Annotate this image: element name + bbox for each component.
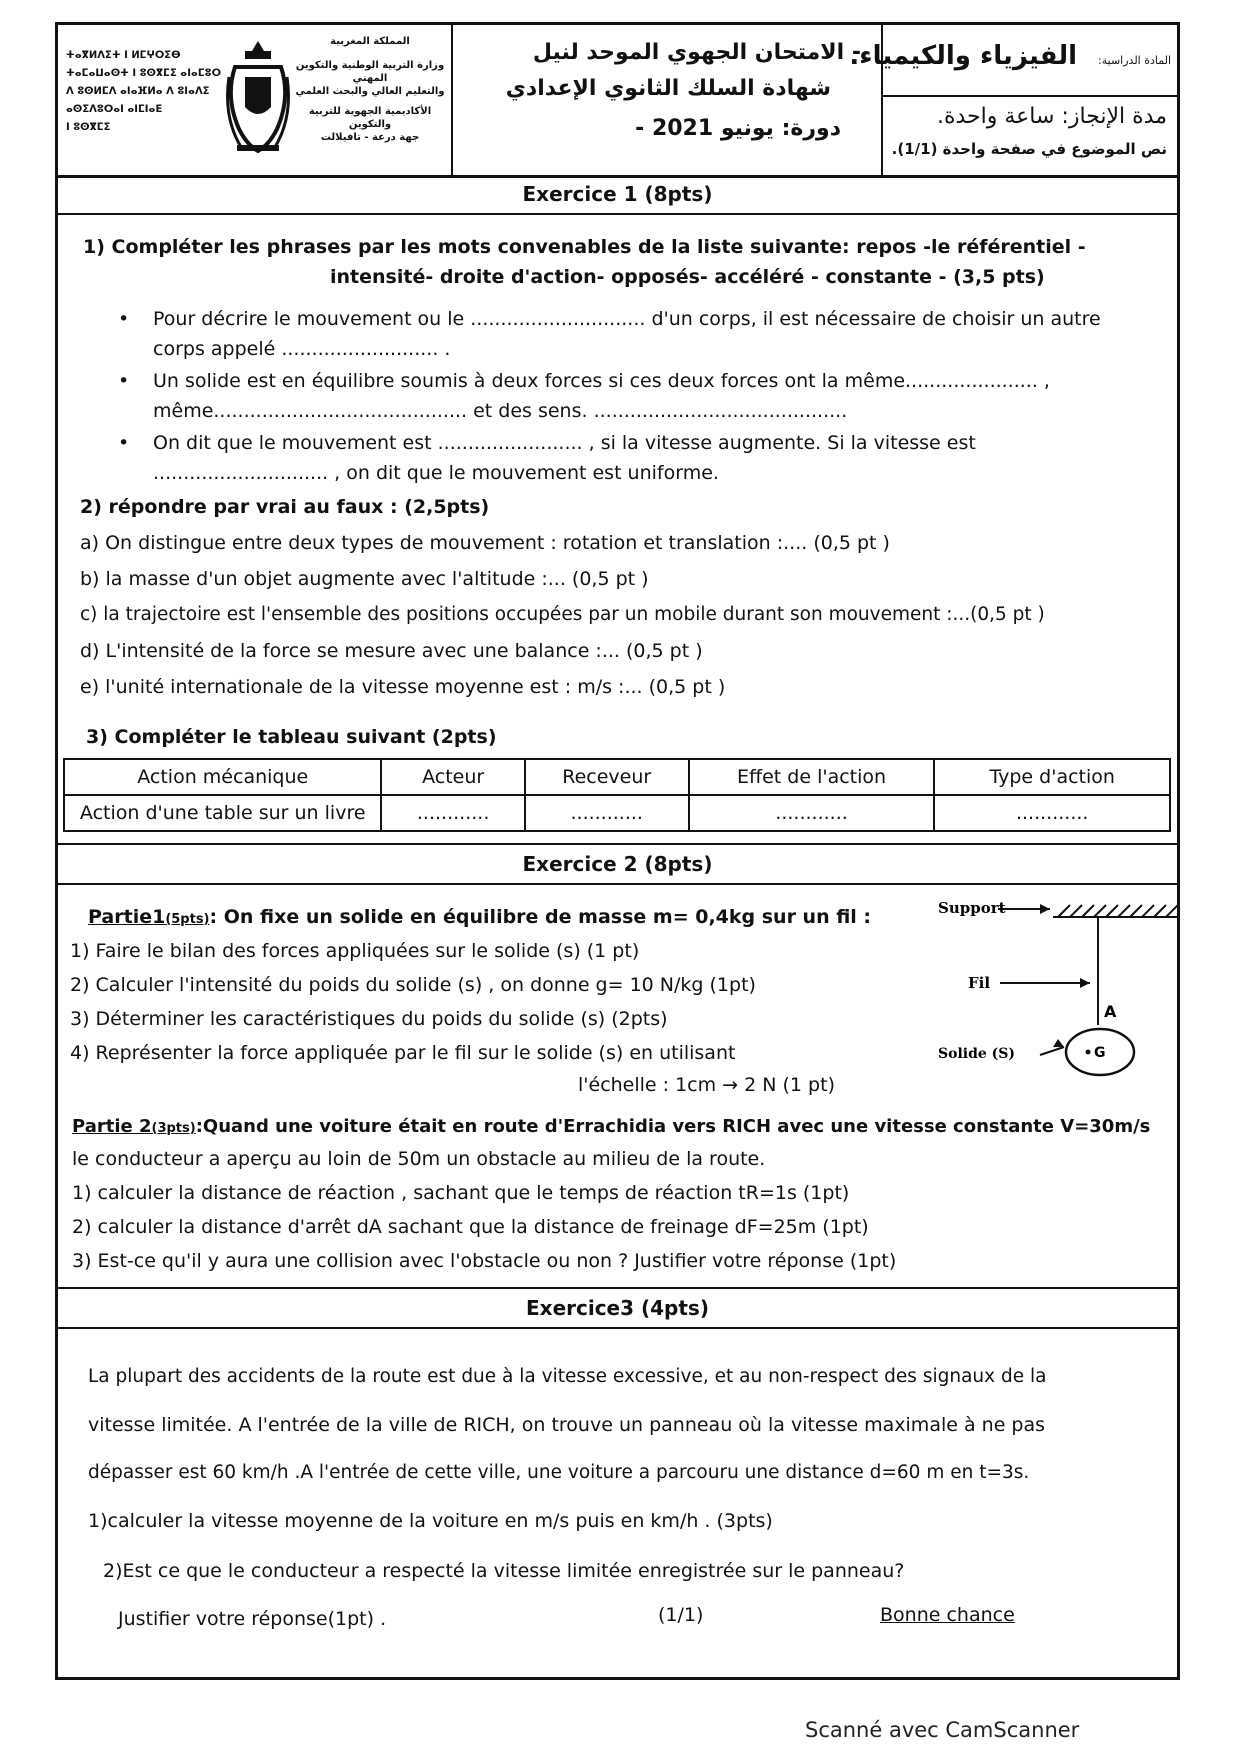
part2-text: :Quand une voiture était en route d'Errachidia vers RICH avec une vitesse constante V=30m/s	[195, 1116, 1151, 1137]
table-cell-blank: ............	[381, 795, 524, 831]
ex1-b3b: ............................. , on dit que le mouvement est uniforme.	[153, 462, 719, 484]
exam-line: - الامتحان الجهوي الموحد لنيل	[532, 40, 861, 65]
part1-text: : On fixe un solide en équilibre de masse m= 0,4kg sur un fil :	[209, 906, 872, 928]
exercise2-title: Exercice 2 (8pts)	[58, 843, 1177, 885]
point-g-label: G	[1094, 1045, 1106, 1061]
pages-note: نص الموضوع في صفحة واحدة (1/1).	[891, 140, 1167, 158]
ex3-q1: 1)calculer la vitesse moyenne de la voiture en m/s puis en km/h . (3pts)	[88, 1510, 773, 1532]
ex1-q2d: d) L'intensité de la force se mesure avec une balance :... (0,5 pt )	[80, 640, 703, 662]
kingdom-emblem-icon	[223, 37, 293, 157]
ministry-line: جهة درعة - تافيلالت	[320, 132, 420, 143]
page-number: (1/1)	[658, 1604, 704, 1626]
table-cell-blank: ............	[934, 795, 1170, 831]
duration-text	[937, 105, 1167, 129]
ex1-q3: 3) Compléter le tableau suivant (2pts)	[86, 726, 497, 748]
tifinagh-line: ⴷ ⵓⵙⵍⵎⴷ ⴰⵏⴰⴼⵍⴰ ⴷ ⵓⵏⴰⴷⵉ	[66, 86, 210, 97]
ex2-p1-q4: 4) Représenter la force appliquée par le fil sur le solide (s) en utilisant	[70, 1042, 736, 1064]
ex3-l1: La plupart des accidents de la route est due à la vitesse excessive, et au non-respect des signaux de la	[88, 1366, 1047, 1387]
pendulum-figure	[938, 887, 1178, 1077]
ex1-q1-line2: intensité- droite d'action- opposés- accéléré - constante - (3,5 pts)	[330, 266, 1045, 288]
table-header: Type d'action	[934, 759, 1170, 795]
subject-label: المادة الدراسية:	[1098, 54, 1171, 67]
table-row	[64, 795, 1170, 831]
ex1-q2b: b) la masse d'un objet augmente avec l'altitude :... (0,5 pt )	[80, 568, 649, 590]
good-luck: Bonne chance	[880, 1604, 1015, 1626]
ex1-b3a: On dit que le mouvement est ........................ , si la vitesse augmente. Si la vitesse est	[153, 432, 976, 454]
bullet-icon: •	[118, 370, 130, 392]
subject-row	[849, 25, 1177, 97]
exercise3-title: Exercice3 (4pts)	[58, 1287, 1177, 1329]
duration-label: مدة الإنجاز:	[1061, 104, 1167, 129]
ex2-p2-q2: 2) calculer la distance d'arrêt dA sachant que la distance de freinage dF=25m (1pt)	[72, 1216, 869, 1238]
ex2-p1-q1: 1) Faire le bilan des forces appliquées sur le solide (s) (1 pt)	[70, 940, 640, 962]
table-header-row	[64, 759, 1170, 795]
ex2-part1-intro	[88, 905, 871, 932]
ex2-p2-q1: 1) calculer la distance de réaction , sachant que le temps de réaction tR=1s (1pt)	[72, 1182, 850, 1204]
ex2-p1-scale: l'échelle : 1cm → 2 N (1 pt)	[578, 1074, 835, 1096]
ex1-b2b: même.......................................... et des sens. ..........................................	[153, 400, 848, 422]
fil-label: Fil	[968, 974, 991, 992]
subject-box	[849, 25, 1177, 175]
ex1-b1b: corps appelé .......................... .	[153, 338, 451, 360]
ex3-l3: dépasser est 60 km/h .A l'entrée de cette ville, une voiture a parcouru une distance d=60 m en t=3s.	[88, 1462, 1030, 1483]
tifinagh-line: ⴰⵙⵉⴷⵓⵔⴰⵏ ⴰⵏⵎⵏⴰⴹ	[66, 104, 163, 115]
exam-line: شهادة السلك الثانوي الإعدادي	[505, 76, 831, 101]
table-cell-blank: ............	[525, 795, 689, 831]
support-label: Support	[938, 899, 1006, 917]
institution-box	[58, 25, 453, 175]
ex1-q2e: e) l'unité internationale de la vitesse moyenne est : m/s :... (0,5 pt )	[80, 676, 726, 698]
bullet-icon: •	[118, 432, 130, 454]
exam-sheet	[55, 22, 1180, 1680]
bullet-icon: •	[118, 308, 130, 330]
duration-value: ساعة واحدة.	[936, 104, 1055, 129]
ex1-q2c: c) la trajectoire est l'ensemble des positions occupées par un mobile durant son mouvement :...(0,5 pt )	[80, 604, 1045, 625]
ex1-b1a: Pour décrire le mouvement ou le ............................. d'un corps, il est nécessaire de choisir un autre	[153, 308, 1101, 330]
ministry-line: وزارة التربية الوطنية والتكوين المهني	[295, 60, 445, 84]
table-header: Action mécanique	[64, 759, 381, 795]
table-header: Acteur	[381, 759, 524, 795]
ministry-line: الأكاديمية الجهوية للتربية والتكوين	[308, 106, 432, 130]
ministry-line: والتعليم العالي والبحث العلمي	[295, 86, 445, 97]
ex3-q2: 2)Est ce que le conducteur a respecté la vitesse limitée enregistrée sur le panneau?	[103, 1560, 905, 1582]
ex2-p2-line2: le conducteur a aperçu au loin de 50m un obstacle au milieu de la route.	[72, 1148, 766, 1170]
ex1-b2a: Un solide est en équilibre soumis à deux forces si ces deux forces ont la même...................... ,	[153, 370, 1050, 392]
camscanner-watermark: Scanné avec CamScanner	[805, 1718, 1080, 1742]
exercise1-title: Exercice 1 (8pts)	[58, 175, 1177, 215]
point-a-label: A	[1104, 1002, 1117, 1021]
ex3-q2b: Justifier votre réponse(1pt) .	[118, 1608, 387, 1630]
ex2-part2-intro	[72, 1115, 1150, 1141]
subject-name: الفيزياء والكيمياء.	[849, 41, 1077, 71]
exam-title-box	[453, 25, 883, 175]
table-header: Receveur	[525, 759, 689, 795]
table-cell-blank: ............	[689, 795, 935, 831]
ex2-p1-q2: 2) Calculer l'intensité du poids du solide (s) , on donne g= 10 N/kg (1pt)	[70, 974, 756, 996]
tifinagh-line: ⵜⴰⵎⴰⵡⴰⵙⵜ ⵏ ⵓⵙⴳⵎⵉ ⴰⵏⴰⵎⵓⵔ	[66, 68, 221, 79]
exam-session: دورة: يونيو 2021 -	[635, 116, 841, 141]
ministry-line: المملكة المغربية	[330, 36, 410, 47]
solide-label: Solide (S)	[938, 1046, 1016, 1062]
table-header: Effet de l'action	[689, 759, 935, 795]
ex2-p1-q3: 3) Déterminer les caractéristiques du poids du solide (s) (2pts)	[70, 1008, 668, 1030]
mechanical-action-table	[63, 758, 1171, 832]
tifinagh-line: ⵏ ⵓⵙⴳⵎⵉ	[66, 122, 111, 133]
ex1-q2a: a) On distingue entre deux types de mouvement : rotation et translation :.... (0,5 pt )	[80, 532, 890, 554]
ex2-p2-q3: 3) Est-ce qu'il y aura une collision avec l'obstacle ou non ? Justifier votre réponse (1pt)	[72, 1250, 897, 1272]
exam-header	[58, 25, 1177, 178]
tifinagh-line: ⵜⴰⴳⵍⴷⵉⵜ ⵏ ⵍⵎⵖⵔⵉⴱ	[66, 50, 181, 61]
ex3-l2: vitesse limitée. A l'entrée de la ville de RICH, on trouve un panneau où la vitesse maximale à ne pas	[88, 1414, 1046, 1436]
part2-points: (3pts)	[151, 1121, 196, 1136]
part1-label: Partie1	[88, 906, 166, 928]
table-cell: Action d'une table sur un livre	[64, 795, 381, 831]
ex1-q2: 2) répondre par vrai au faux : (2,5pts)	[80, 496, 490, 518]
part1-points: (5pts)	[165, 912, 210, 927]
part2-label: Partie 2	[72, 1116, 152, 1137]
ex1-q1-line1: 1) Compléter les phrases par les mots convenables de la liste suivante: repos -le référentiel -	[83, 236, 1086, 258]
